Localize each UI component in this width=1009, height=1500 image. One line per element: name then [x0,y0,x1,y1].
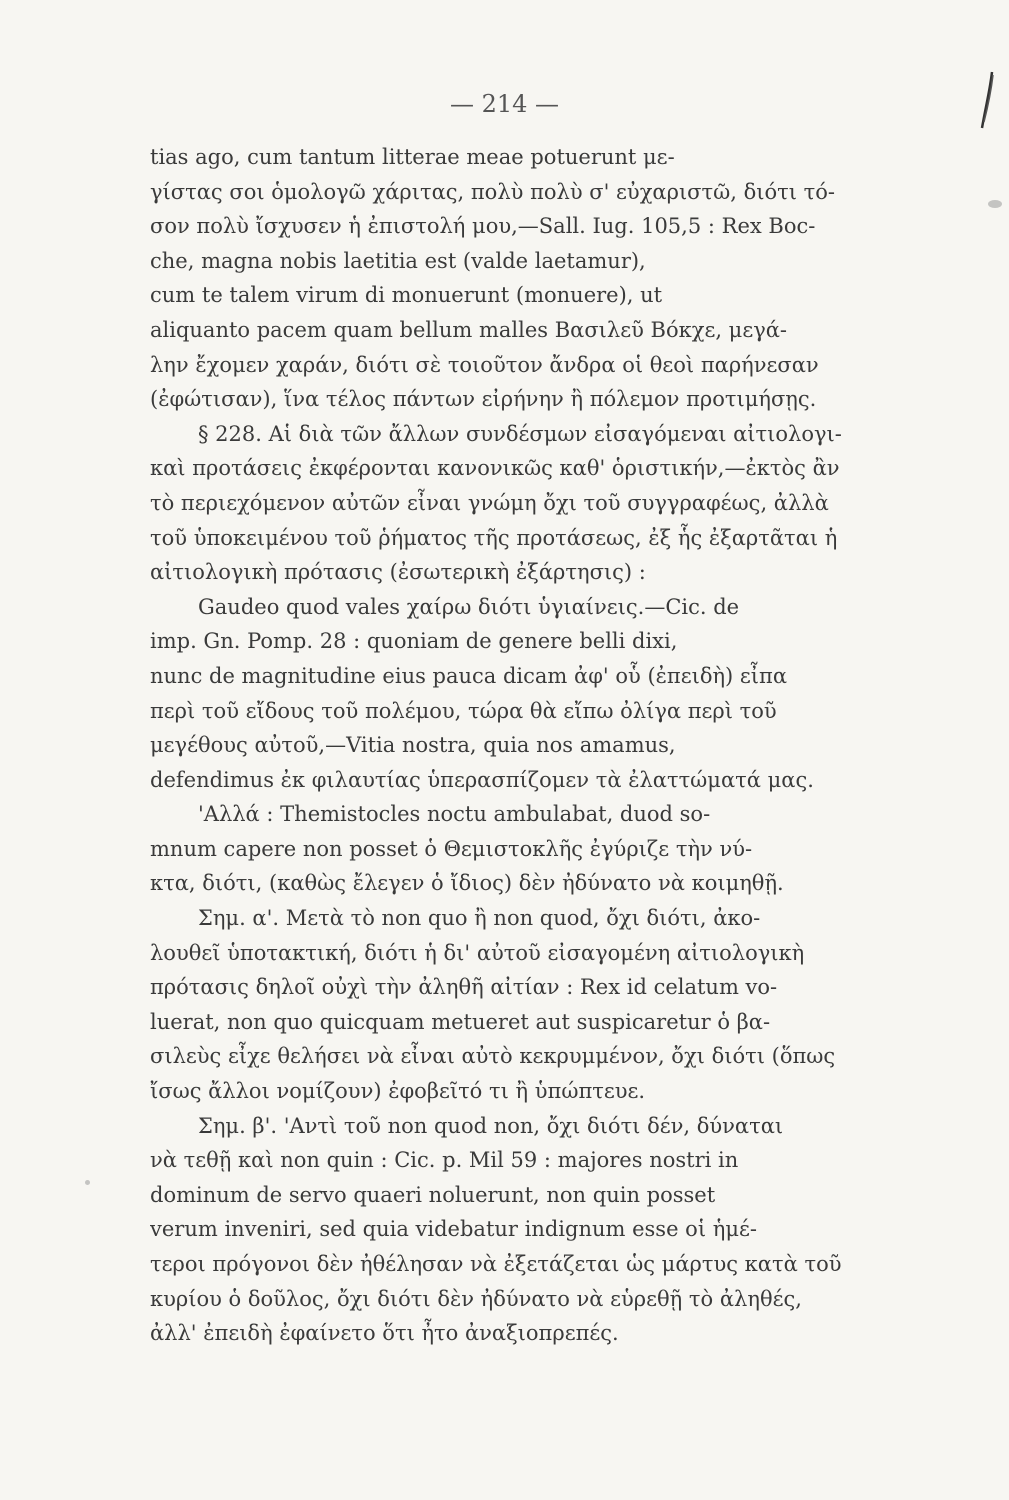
text-line: 'Αλλά : Themistocles noctu ambulabat, duod so- [198,802,711,827]
text-line: mnum capere non posset ὁ Θεμιστοκλῆς ἐγύριζε τὴν νύ- [150,836,753,861]
text-line: λουθεῖ ὑποτακτική, διότι ἡ δι' αὐτοῦ εἰσαγομένη αἰτιολογικὴ [150,940,805,965]
text-line: καὶ προτάσεις ἐκφέρονται κανονικῶς καθ' ὁριστικήν,—ἐκτὸς ἂν [150,456,840,481]
text-line: Gaudeo quod vales χαίρω διότι ὑγιαίνεις.—Cic. de [198,594,740,619]
text-line: τεροι πρόγονοι δὲν ἠθέλησαν νὰ ἐξετάζεται ὡς μάρτυς κατὰ τοῦ [150,1252,842,1276]
text-line: σον πολὺ ἴσχυσεν ἡ ἐπιστολή μου,—Sall. Iug. 105,5 : Rex Boc- [150,214,816,239]
ink-stroke-mark [978,70,998,130]
text-line: che, magna nobis laetitia est (valde laetamur), [150,248,646,273]
note-heading-line: Σημ. α'. Μετὰ τὸ non quo ἢ non quod, ὄχι διότι, ἀκο- [198,906,761,931]
text-line: λην ἔχομεν χαράν, διότι σὲ τοιοῦτον ἄνδρα οἱ θεοὶ παρήνεσαν [150,352,819,377]
text-line: luerat, non quo quicquam metueret aut suspicaretur ὁ βα- [150,1009,771,1034]
text-line: dominum de servo quaeri noluerunt, non quin posset [150,1182,716,1207]
text-line: κυρίου ὁ δοῦλος, ὄχι διότι δὲν ἠδύνατο νὰ εὑρεθῇ τὸ ἀληθές, [150,1286,802,1311]
text-line: verum inveniri, sed quia videbatur indignum esse οἱ ἡμέ- [150,1217,757,1242]
text-line: tias ago, cum tantum litterae meae potuerunt με- [150,145,675,169]
section-heading-line: § 228. Αἱ διὰ τῶν ἄλλων συνδέσμων εἰσαγόμεναι αἰτιολογι- [198,421,842,446]
paper-speck [85,1180,90,1185]
text-line: πρότασις δηλοῖ οὐχὶ τὴν ἀληθῆ αἰτίαν : Rex id celatum vo- [150,975,778,1000]
text-line: ἀλλ' ἐπειδὴ ἐφαίνετο ὅτι ἦτο ἀναξιοπρεπές. [150,1321,619,1346]
text-line: defendimus ἐκ φιλαυτίας ὑπερασπίζομεν τὰ ἐλαττώματά μας. [150,767,814,792]
note-heading-line: Σημ. β'. 'Αντὶ τοῦ non quod non, ὄχι διότι δέν, δύναται [198,1113,784,1138]
text-line: κτα, διότι, (καθὼς ἔλεγεν ὁ ἴδιος) δὲν ἠδύνατο νὰ κοιμηθῇ. [150,871,784,896]
body-text [150,140,880,1351]
text-line: cum te talem virum di monuerunt (monuere), ut [150,283,663,308]
page-number: — 214 — [449,90,560,118]
text-line: γίστας σοι ὁμολογῶ χάριτας, πολὺ πολὺ σ' εὐχαριστῶ, διότι τό- [150,179,836,204]
paper-speck [988,200,1002,208]
text-line: αἰτιολογικὴ πρότασις (ἐσωτερικὴ ἐξάρτησις) : [150,560,646,585]
text-line: τὸ περιεχόμενον αὐτῶν εἶναι γνώμη ὄχι τοῦ συγγραφέως, ἀλλὰ [150,490,829,515]
text-line: περὶ τοῦ εἴδους τοῦ πολέμου, τώρα θὰ εἴπω ὀλίγα περὶ τοῦ [150,698,777,723]
text-line: imp. Gn. Pomp. 28 : quoniam de genere belli dixi, [150,629,678,654]
text-line: τοῦ ὑποκειμένου τοῦ ῥήματος τῆς προτάσεως, ἐξ ἧς ἐξαρτᾶται ἡ [150,525,838,550]
text-line: (ἐφώτισαν), ἵνα τέλος πάντων εἰρήνην ἢ πόλεμον προτιμήσῃς. [150,387,817,412]
text-line: μεγέθους αὐτοῦ,—Vitia nostra, quia nos amamus, [150,733,676,758]
text-line: aliquanto pacem quam bellum malles Βασιλεῦ Βόκχε, μεγά- [150,317,788,342]
text-line: νὰ τεθῇ καὶ non quin : Cic. p. Mil 59 : majores nostri in [150,1148,739,1173]
text-line: σιλεὺς εἶχε θελήσει νὰ εἶναι αὐτὸ κεκρυμμένον, ὄχι διότι (ὅπως [150,1044,836,1069]
text-line: ἴσως ἄλλοι νομίζουν) ἐφοβεῖτό τι ἢ ὑπώπτευε. [150,1079,646,1104]
text-line: nunc de magnitudine eius pauca dicam ἀφ' οὗ (ἐπειδὴ) εἶπα [150,663,788,688]
